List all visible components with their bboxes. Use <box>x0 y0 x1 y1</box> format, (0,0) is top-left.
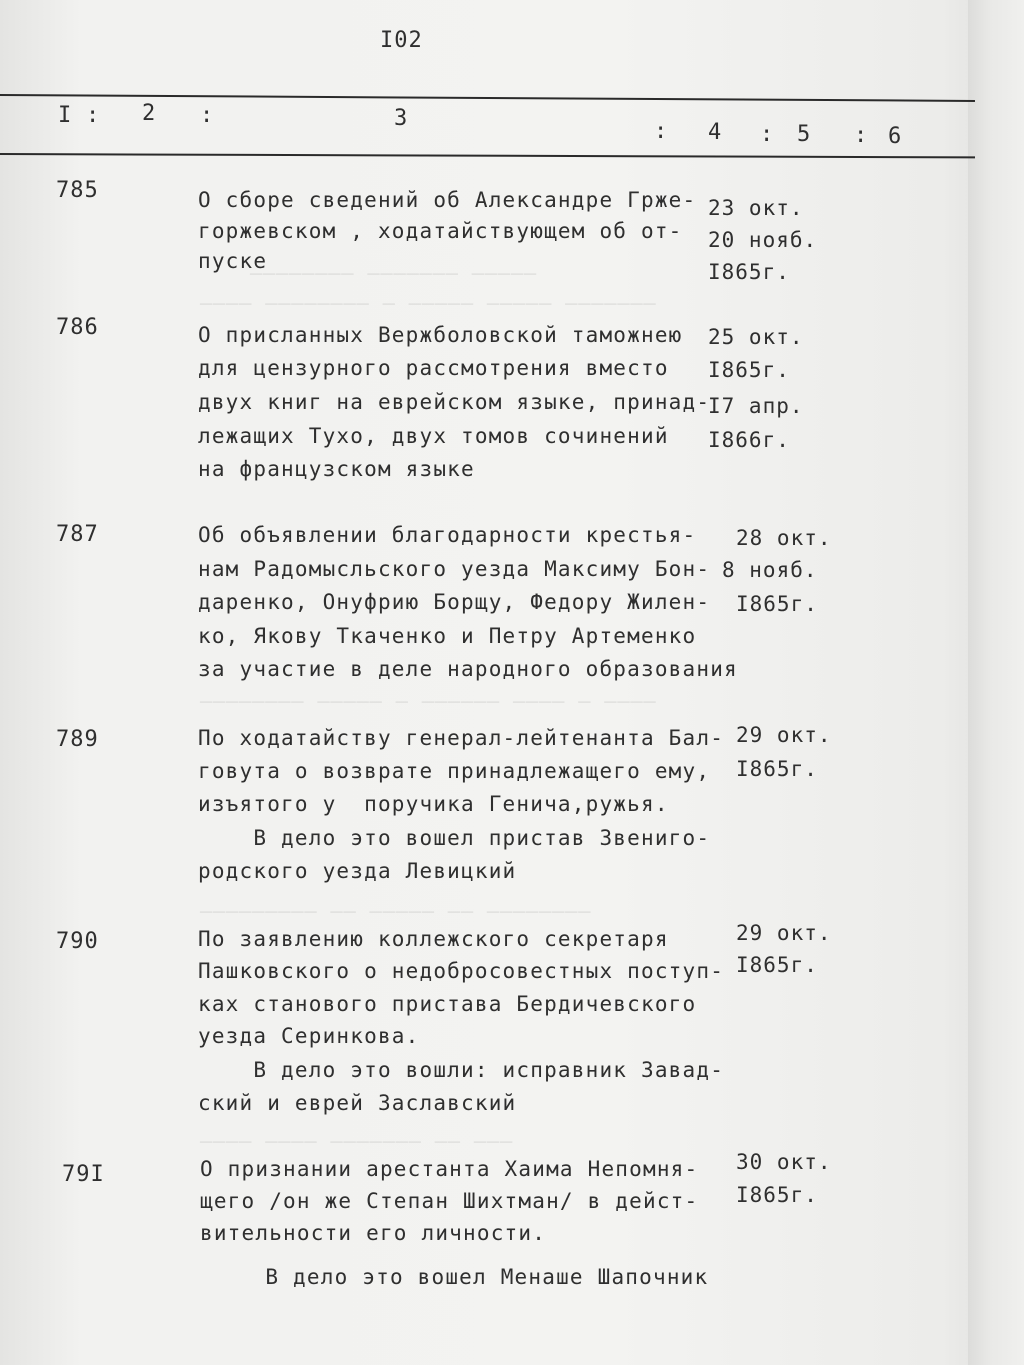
entry-text-line: По заявлению коллежского секретаря <box>198 927 669 951</box>
entry-date: 20 нояб. <box>708 228 818 252</box>
bleed-through-text: ──────── ───── ─ ────── ──── ─ ──── <box>200 690 657 714</box>
entry-text-line: говута о возврате принадлежащего ему, <box>198 759 711 783</box>
entry-date: I865г. <box>736 757 818 781</box>
entry-date: I865г. <box>736 1183 818 1207</box>
column-heading-5: 5 <box>797 122 811 147</box>
entry-text-line: ках станового пристава Бердичевского <box>198 992 697 1016</box>
entry-date: 25 окт. <box>708 325 804 349</box>
entry-date: I7 апр. <box>708 394 804 418</box>
entry-text-line: О сборе сведений об Александре Грже- <box>198 188 697 212</box>
entry-date: I865г. <box>708 260 790 284</box>
entry-text-line: лежащих Тухо, двух томов сочинений <box>198 424 669 448</box>
column-separator: : <box>760 122 774 147</box>
entry-date: I866г. <box>708 428 790 452</box>
entry-text-line: О признании арестанта Хаима Непомня- <box>200 1157 699 1181</box>
entry-text-line: изъятого у поручика Генича,ружья. <box>198 792 669 816</box>
entry-text-line: уезда Серинкова. <box>198 1024 420 1048</box>
entry-text-line: Об объявлении благодарности крестья- <box>198 523 697 547</box>
bleed-through-text: ──────── ─────── ───── <box>250 262 537 286</box>
entry-text-line: даренко, Онуфрию Борщу, Федору Жилен- <box>198 590 711 614</box>
entry-text-line: нам Радомысльского уезда Максиму Бон- <box>198 557 711 581</box>
entry-date: 8 нояб. <box>722 558 818 582</box>
page-number: I02 <box>380 28 423 53</box>
bleed-through-text: ───────── ── ───── ── ──────── <box>200 900 592 924</box>
column-heading-1: I <box>58 103 72 128</box>
header-rule-bottom <box>0 153 975 158</box>
entry-date: I865г. <box>708 358 790 382</box>
entry-text-line: за участие в деле народного образования <box>198 657 738 681</box>
entry-text-line: родского уезда Левицкий <box>198 859 517 883</box>
entry-date: 29 окт. <box>736 921 832 945</box>
entry-text-line: Пашковского о недобросовестных поступ- <box>198 959 725 983</box>
entry-text-line: В дело это вошли: исправник Завад- <box>198 1058 725 1082</box>
entry-number: 786 <box>56 315 99 340</box>
entry-number: 79I <box>62 1162 105 1187</box>
entry-number: 785 <box>56 178 99 203</box>
entry-text-line: О присланных Вержболовской таможнею <box>198 323 683 347</box>
entry-text-line: двух книг на еврейском языке, принад- <box>198 390 711 414</box>
entry-date: 23 окт. <box>708 196 804 220</box>
entry-text-line: ский и еврей Заславский <box>198 1091 517 1115</box>
entry-number: 787 <box>56 522 99 547</box>
column-heading-6: 6 <box>888 124 902 149</box>
bleed-through-text: ──── ──────── ─ ───── ───── ─────── <box>200 292 657 316</box>
entry-date: 28 окт. <box>736 526 832 550</box>
entry-text-line: для цензурного рассмотрения вместо <box>198 356 669 380</box>
entry-text-line: По ходатайству генерал-лейтенанта Бал- <box>198 726 725 750</box>
page-edge-shadow <box>968 0 1024 1365</box>
column-separator: : <box>200 103 214 128</box>
entry-text-line: В дело это вошел пристав Звенигo- <box>198 826 711 850</box>
entry-date: 30 окт. <box>736 1150 832 1174</box>
entry-date: I865г. <box>736 953 818 977</box>
column-separator: : <box>854 123 868 148</box>
column-heading-4: 4 <box>708 120 722 145</box>
entry-date: 29 окт. <box>736 723 832 747</box>
column-separator: : <box>654 119 668 144</box>
entry-text-line: на французском языке <box>198 457 475 481</box>
column-heading-3: 3 <box>394 106 408 131</box>
entry-number: 790 <box>56 929 99 954</box>
entry-text-line: ко, Якову Ткаченко и Петру Артеменко <box>198 624 697 648</box>
entry-date: I865г. <box>736 592 818 616</box>
entry-text-line: вительности его личности. <box>200 1221 547 1245</box>
entry-text-line: В дело это вошел Менаше Шапочник <box>210 1265 709 1289</box>
entry-text-line: горжевском , ходатайствующем об от- <box>198 219 683 243</box>
entry-text-line: щего /он же Степан Шихтман/ в дейст- <box>200 1189 699 1213</box>
bleed-through-text: ──── ──── ─────── ── ─── <box>200 1130 513 1154</box>
entry-number: 789 <box>56 727 99 752</box>
column-heading-2: 2 <box>142 101 156 126</box>
entry-text-line: пуске <box>198 249 268 273</box>
column-separator: : <box>86 103 100 128</box>
